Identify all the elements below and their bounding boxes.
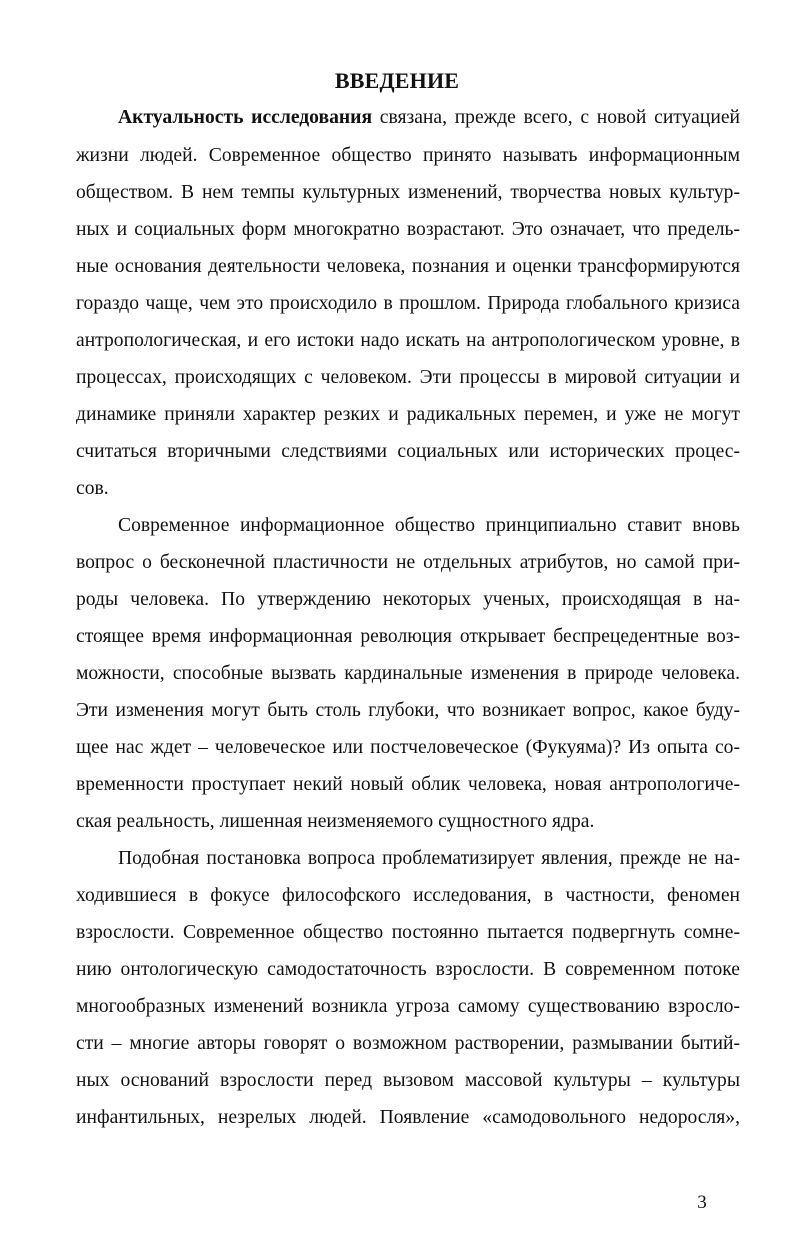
paragraph-1-line-1-text: связана, прежде всего, с новой ситуацией (372, 107, 740, 128)
paragraph-2-line-4: стоящее время информационная революция открывает беспрецедентные воз- (76, 626, 740, 647)
paragraph-1-line-6: гораздо чаще, чем это происходило в прошлом. Природа глобального кризиса (76, 293, 740, 314)
paragraph-3-line-3: взрослости. Современное общество постоянно пытается подвергнуть сомне- (76, 922, 740, 943)
paragraph-3-line-8: инфантильных, незрелых людей. Появление «самодовольного недоросля», (76, 1107, 740, 1128)
paragraph-1-line-10: считаться вторичными следствиями социальных или исторических процес- (76, 441, 740, 462)
paragraph-3-line-1: Подобная постановка вопроса проблематизирует явления, прежде не на- (118, 848, 740, 869)
paragraph-3-line-2: ходившиеся в фокусе философского исследования, в частности, феномен (76, 885, 740, 906)
paragraph-1-line-4: ных и социальных форм многократно возрастают. Это означает, что предель- (76, 219, 740, 240)
section-heading: ВВЕДЕНИЕ (334, 68, 460, 93)
paragraph-3-line-4: нию онтологическую самодостаточность взрослости. В современном потоке (76, 959, 740, 980)
paragraph-1-line-2: жизни людей. Современное общество принято называть информационным (76, 145, 740, 166)
paragraph-1-line-5: ные основания деятельности человека, познания и оценки трансформируются (76, 256, 740, 277)
paragraph-2-line-3: роды человека. По утверждению некоторых ученых, происходящая в на- (76, 589, 740, 610)
paragraph-1-line-7: антропологическая, и его истоки надо искать на антропологическом уровне, в (76, 330, 740, 351)
paragraph-1-line-11: сов. (76, 478, 109, 499)
page-number: 3 (697, 1192, 707, 1213)
paragraph-3-line-7: ных оснований взрослости перед вызовом массовой культуры – культуры (76, 1070, 740, 1091)
paragraph-1-line-3: обществом. В нем темпы культурных изменений, творчества новых культур- (76, 182, 740, 203)
paragraph-1-line-1 (118, 104, 740, 132)
paragraph-3-line-6: сти – многие авторы говорят о возможном растворении, размывании бытий- (76, 1033, 740, 1054)
paragraph-1-lead: Актуальность исследования (118, 107, 373, 128)
paragraph-2-line-9: ская реальность, лишенная неизменяемого сущностного ядра. (76, 811, 595, 832)
paragraph-2-line-6: Эти изменения могут быть столь глубоки, что возникает вопрос, какое буду- (76, 700, 740, 721)
paragraph-2-line-8: временности проступает некий новый облик человека, новая антропологиче- (76, 774, 740, 795)
paragraph-3-line-5: многообразных изменений возникла угроза самому существованию взросло- (76, 996, 740, 1017)
paragraph-2-line-1: Современное информационное общество принципиально ставит вновь (118, 515, 740, 536)
paragraph-1-line-9: динамике приняли характер резких и радикальных перемен, и уже не могут (76, 404, 740, 425)
paragraph-2-line-2: вопрос о бесконечной пластичности не отдельных атрибутов, но самой при- (76, 552, 740, 573)
paragraph-2-line-5: можности, способные вызвать кардинальные изменения в природе человека. (76, 663, 740, 684)
paragraph-2-line-7: щее нас ждет – человеческое или постчеловеческое (Фукуяма)? Из опыта со- (76, 737, 740, 758)
paragraph-1-line-8: процессах, происходящих с человеком. Эти процессы в мировой ситуации и (76, 367, 740, 388)
